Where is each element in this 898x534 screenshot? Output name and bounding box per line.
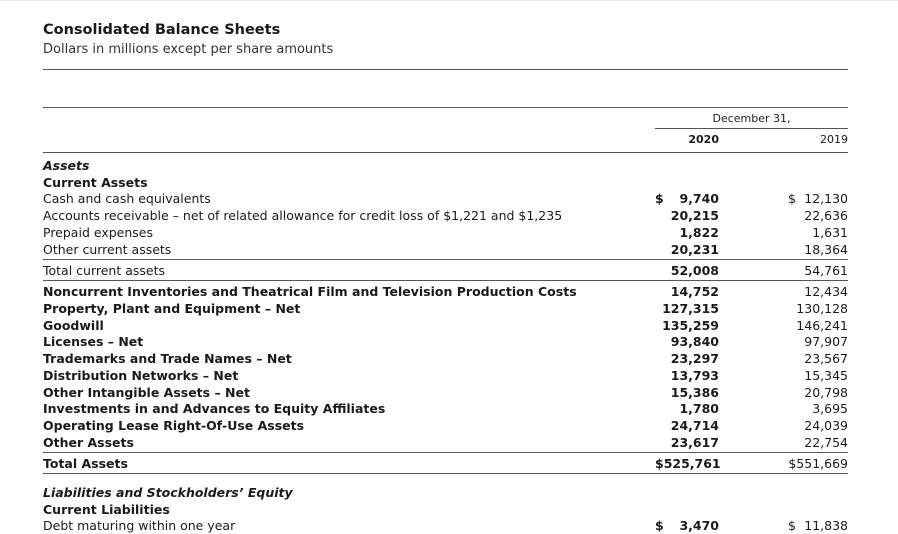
currency-symbol-2019: $ [788, 518, 796, 533]
value-2020: 127,315 [662, 301, 719, 316]
value-2020: 15,386 [670, 385, 719, 400]
row-label: Current Liabilities [43, 502, 170, 517]
value-2020: 24,714 [670, 418, 719, 433]
value-2019: 12,130 [804, 191, 848, 206]
value-2020: 23,297 [670, 351, 719, 366]
total-bottom-rule [43, 473, 848, 474]
value-2020: 9,740 [679, 191, 719, 206]
row-label: Total current assets [43, 263, 166, 278]
table-row [43, 517, 848, 534]
row-label: Assets [43, 158, 90, 173]
row-label: Operating Lease Right-Of-Use Assets [43, 418, 305, 433]
period-header-rule [655, 128, 848, 129]
row-label: Other Intangible Assets – Net [43, 385, 250, 400]
table-row [43, 224, 848, 241]
table-row-total-current-assets [43, 262, 848, 279]
table-row [43, 350, 848, 367]
row-label: Goodwill [43, 318, 104, 333]
value-2020: 23,617 [670, 435, 719, 450]
value-2019: 18,364 [804, 242, 848, 257]
value-2019: 22,636 [804, 208, 848, 223]
value-2020: 1,822 [679, 225, 719, 240]
value-2020: 20,231 [670, 242, 719, 257]
table-row [43, 417, 848, 434]
value-2020: 52,008 [670, 263, 719, 278]
table-row [43, 367, 848, 384]
total-rule [43, 452, 848, 453]
table-row [43, 241, 848, 258]
table-row [43, 384, 848, 401]
value-2020: 14,752 [670, 284, 719, 299]
header-bottom-rule [43, 152, 848, 153]
row-label: Debt maturing within one year [43, 518, 236, 533]
value-2020: 20,215 [670, 208, 719, 223]
column-header-2020: 2020 [688, 133, 719, 146]
value-2019: $551,669 [788, 456, 848, 471]
value-2020: 1,780 [679, 401, 719, 416]
row-label: Other current assets [43, 242, 172, 257]
value-2019: 15,345 [804, 368, 848, 383]
value-2019: 130,128 [796, 301, 848, 316]
currency-symbol-2019: $ [788, 191, 796, 206]
value-2019: 22,754 [804, 435, 848, 450]
page-subtitle: Dollars in millions except per share amounts [43, 42, 334, 57]
row-label: Current Assets [43, 175, 148, 190]
value-2019: 54,761 [804, 263, 848, 278]
row-label: Cash and cash equivalents [43, 191, 211, 206]
row-label: Distribution Networks – Net [43, 368, 239, 383]
table-row [43, 400, 848, 417]
value-2019: 1,631 [812, 225, 848, 240]
table-row-assets-heading [43, 157, 848, 174]
value-2019: 20,798 [804, 385, 848, 400]
row-label: Investments in and Advances to Equity Affiliates [43, 401, 386, 416]
row-label: Noncurrent Inventories and Theatrical Film and Television Production Costs [43, 284, 577, 299]
row-label: Property, Plant and Equipment – Net [43, 301, 301, 316]
table-row [43, 190, 848, 207]
value-2020: 93,840 [670, 334, 719, 349]
value-2020: 3,470 [679, 518, 719, 533]
value-2019: 3,695 [812, 401, 848, 416]
table-top-rule [43, 107, 848, 108]
table-row-total-assets [43, 455, 848, 472]
row-label: Licenses – Net [43, 334, 144, 349]
title-rule [43, 69, 848, 70]
table-row [43, 283, 848, 300]
value-2019: 24,039 [804, 418, 848, 433]
table-row [43, 317, 848, 334]
table-row-liabilities-heading [43, 484, 848, 501]
value-2019: 23,567 [804, 351, 848, 366]
value-2020: $525,761 [655, 456, 721, 471]
column-header-2019: 2019 [820, 133, 848, 146]
row-label: Accounts receivable – net of related allowance for credit loss of $1,221 and $1,235 [43, 208, 563, 223]
value-2019: 97,907 [804, 334, 848, 349]
table-row-current-liabilities-heading [43, 501, 848, 518]
top-border [0, 0, 898, 1]
table-row-current-assets-heading [43, 174, 848, 191]
row-label: Total Assets [43, 456, 128, 471]
currency-symbol-2020: $ [655, 518, 664, 533]
currency-symbol-2020: $ [655, 191, 664, 206]
period-header: December 31, [712, 112, 791, 125]
value-2019: 11,838 [804, 518, 848, 533]
subtotal-bottom-rule [43, 280, 848, 281]
subtotal-rule [43, 259, 848, 260]
table-row [43, 207, 848, 224]
table-row [43, 300, 848, 317]
table-row [43, 434, 848, 451]
row-label: Trademarks and Trade Names – Net [43, 351, 292, 366]
value-2020: 13,793 [670, 368, 719, 383]
page-title: Consolidated Balance Sheets [43, 22, 281, 38]
table-row [43, 333, 848, 350]
value-2019: 12,434 [804, 284, 848, 299]
value-2019: 146,241 [796, 318, 848, 333]
row-label: Prepaid expenses [43, 225, 153, 240]
value-2020: 135,259 [662, 318, 719, 333]
row-label: Other Assets [43, 435, 134, 450]
row-label: Liabilities and Stockholders’ Equity [43, 485, 293, 500]
